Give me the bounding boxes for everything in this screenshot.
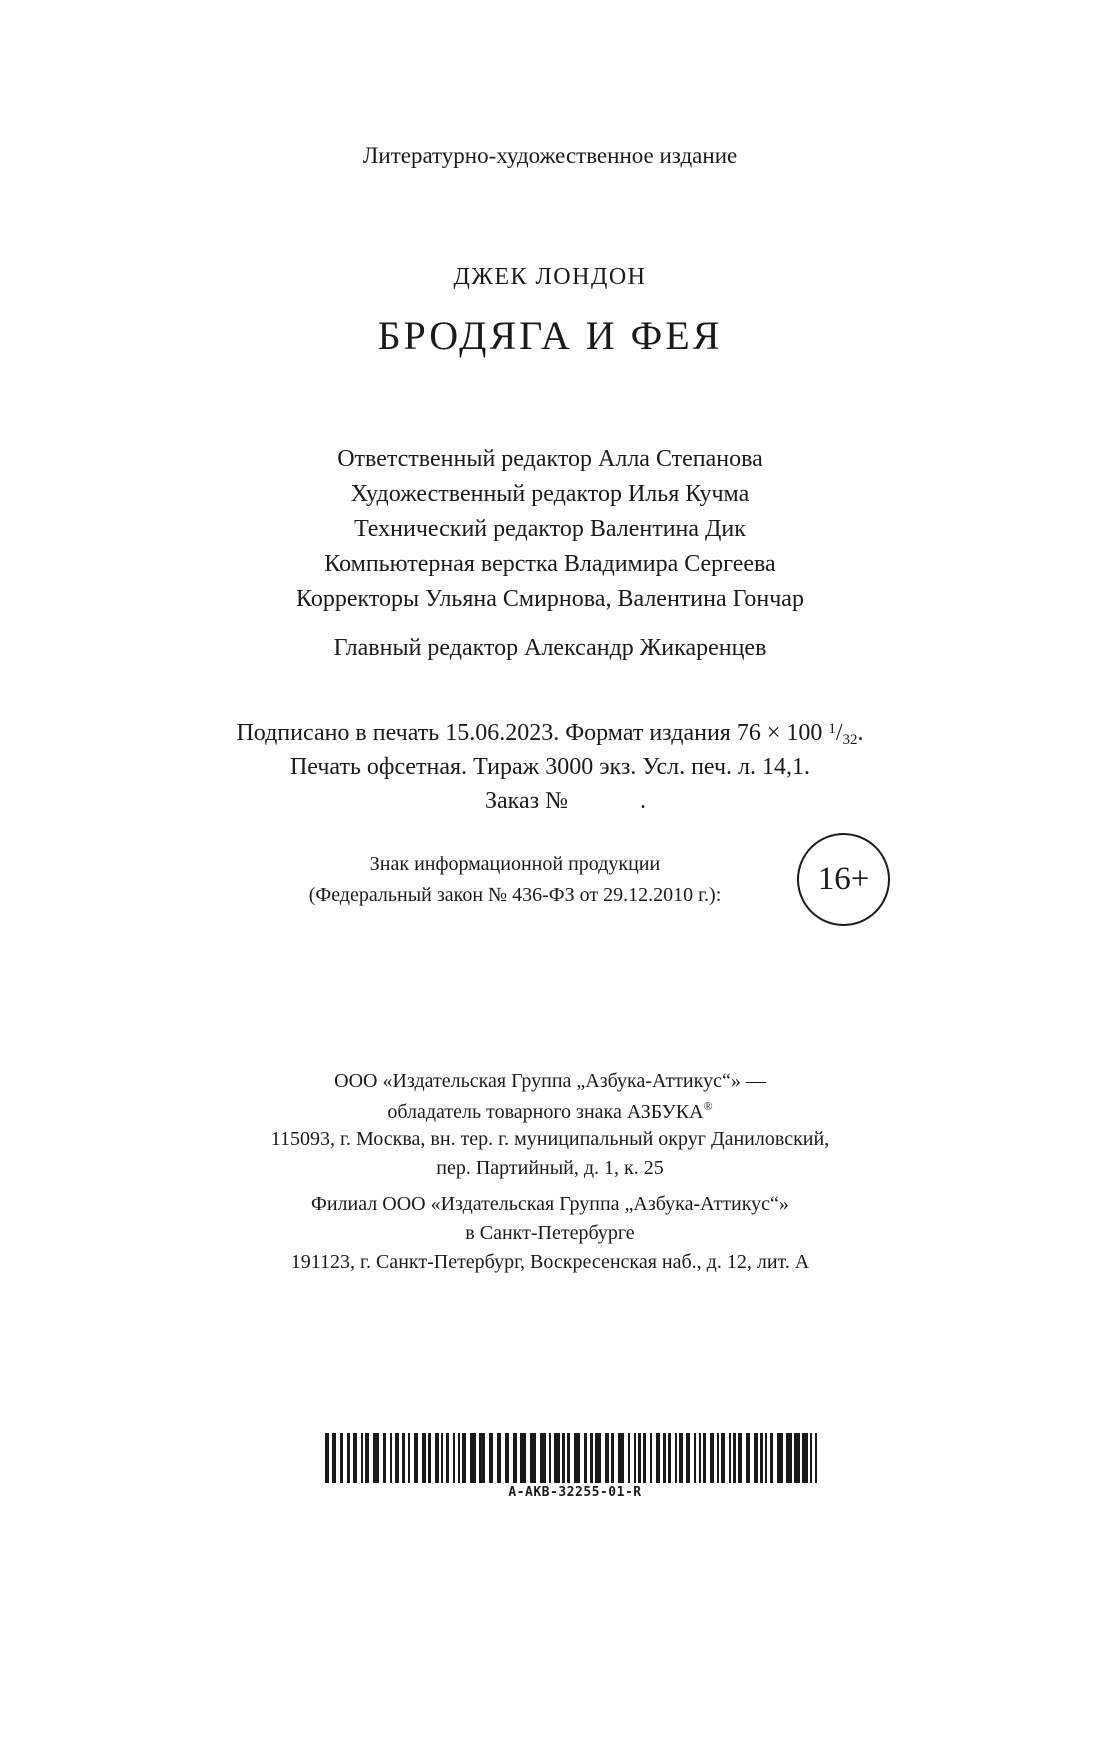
barcode-image [325, 1433, 825, 1483]
barcode-bar [574, 1433, 580, 1483]
book-author: ДЖЕК ЛОНДОН [453, 264, 647, 290]
publisher-address-2: пер. Партийный, д. 1, к. 25 [436, 1157, 664, 1179]
fraction-slash: / [835, 720, 843, 746]
credit-responsible-editor: Ответственный редактор Алла Степанова [337, 446, 763, 472]
book-title: БРОДЯГА И ФЕЯ [377, 313, 723, 358]
barcode-bar [770, 1433, 773, 1483]
barcode-bar [760, 1433, 763, 1483]
order-number [485, 788, 646, 815]
barcode-bar [754, 1433, 758, 1483]
barcode-bar [634, 1433, 636, 1483]
barcode-bar [650, 1433, 652, 1483]
barcode-bar [675, 1433, 677, 1483]
barcode-bar [453, 1433, 455, 1483]
barcode-bar [738, 1433, 742, 1483]
barcode-bar [618, 1433, 624, 1483]
barcode-bar [365, 1433, 369, 1483]
info-sign-label: Знак информационной продукции [369, 853, 661, 875]
barcode-bar [520, 1433, 526, 1483]
print-run-info: Печать офсетная. Тираж 3000 экз. Усл. печ. л. 14,1. [289, 754, 811, 780]
barcode-bar [628, 1433, 630, 1483]
trademark-text: обладатель товарного знака АЗБУКА [387, 1101, 704, 1123]
barcode-bar [786, 1433, 792, 1483]
barcode-bar [540, 1433, 546, 1483]
barcode-bar [446, 1433, 449, 1483]
barcode-bar [332, 1433, 336, 1483]
barcode-bar [383, 1433, 386, 1483]
barcode-bar [663, 1433, 666, 1483]
barcode-bar [513, 1433, 517, 1483]
barcode-bar [435, 1433, 439, 1483]
format-fraction [828, 720, 857, 746]
barcode-bar [810, 1433, 812, 1483]
info-sign-law: (Федеральный закон № 436-ФЗ от 29.12.2010 г.): [308, 884, 722, 906]
barcode-bar [462, 1433, 466, 1483]
barcode-bar [408, 1433, 410, 1483]
barcode-bar [530, 1433, 536, 1483]
barcode-bar [802, 1433, 808, 1483]
fraction-numerator: 1 [828, 721, 836, 737]
credit-technical-editor: Технический редактор Валентина Дик [354, 516, 746, 542]
publisher-trademark [0, 1099, 1100, 1124]
publisher-name: ООО «Издательская Группа „Азбука-Аттикус“» — [334, 1070, 766, 1092]
barcode-bar [441, 1433, 443, 1483]
barcode-bar [549, 1433, 551, 1483]
barcode-bar [554, 1433, 560, 1483]
barcode-bar [458, 1433, 460, 1483]
barcode-bar [703, 1433, 706, 1483]
barcode-bar [562, 1433, 565, 1483]
barcode-bar [686, 1433, 690, 1483]
barcode-bar [390, 1433, 392, 1483]
barcode-bar [794, 1433, 800, 1483]
barcode-bar [721, 1433, 725, 1483]
barcode-code: A-AKB-32255-01-R [508, 1485, 642, 1500]
credit-layout: Компьютерная верстка Владимира Сергеева [324, 551, 776, 577]
barcode-bar [373, 1433, 379, 1483]
branch-city: в Санкт-Петербурге [465, 1222, 635, 1244]
barcode-bar [428, 1433, 431, 1483]
barcode-bar [505, 1433, 509, 1483]
barcode-bar [777, 1433, 783, 1483]
barcode-bar [479, 1433, 485, 1483]
barcode-bar [638, 1433, 641, 1483]
barcode-bar [489, 1433, 493, 1483]
fraction-denominator: 32 [842, 732, 858, 748]
credit-proofreaders: Корректоры Ульяна Смирнова, Валентина Гончар [296, 586, 804, 612]
barcode-bar [353, 1433, 357, 1483]
barcode-bar [414, 1433, 418, 1483]
barcode-bar [656, 1433, 660, 1483]
barcode-bar [643, 1433, 646, 1483]
barcode-bar [361, 1433, 363, 1483]
barcode-bar [325, 1433, 329, 1483]
barcode-bar [590, 1433, 593, 1483]
barcode-bar [611, 1433, 614, 1483]
credit-chief-editor: Главный редактор Александр Жикаренцев [333, 635, 767, 661]
barcode-bar [595, 1433, 601, 1483]
barcode-bar [699, 1433, 701, 1483]
age-rating-text: 16+ [817, 861, 870, 897]
barcode-bar [668, 1433, 671, 1483]
barcode-bar [694, 1433, 696, 1483]
branch-name: Филиал ООО «Издательская Группа „Азбука-Аттикус“» [311, 1193, 789, 1215]
order-label: Заказ № [485, 788, 569, 814]
barcode-bar [710, 1433, 714, 1483]
barcode-bar [347, 1433, 350, 1483]
print-signed-format [0, 720, 1100, 749]
branch-address: 191123, г. Санкт-Петербург, Воскресенская наб., д. 12, лит. А [290, 1251, 810, 1273]
print-signed-text: Подписано в печать 15.06.2023. Формат издания 76 × 100 [236, 720, 829, 746]
barcode-bar [605, 1433, 609, 1483]
print-line1-end: . [857, 720, 864, 746]
barcode-bar [765, 1433, 767, 1483]
barcode-bar [733, 1433, 736, 1483]
age-rating-badge [797, 833, 890, 926]
barcode-bar [729, 1433, 731, 1483]
registered-mark: ® [703, 1099, 713, 1113]
barcode-bar [470, 1433, 476, 1483]
barcode-bar [746, 1433, 750, 1483]
barcode-bar [567, 1433, 570, 1483]
edition-type: Литературно-художественное издание [362, 143, 738, 168]
credit-art-editor: Художественный редактор Илья Кучма [350, 481, 750, 507]
barcode-bar [395, 1433, 399, 1483]
publisher-address-1: 115093, г. Москва, вн. тер. г. муниципальный округ Даниловский, [270, 1128, 830, 1150]
order-end: . [640, 788, 647, 814]
barcode-bar [340, 1433, 343, 1483]
barcode-bar [584, 1433, 587, 1483]
barcode-bar [402, 1433, 405, 1483]
barcode-bar [717, 1433, 719, 1483]
barcode-bar [815, 1433, 817, 1483]
barcode-bar [497, 1433, 501, 1483]
barcode-bar [422, 1433, 426, 1483]
barcode-bar [679, 1433, 683, 1483]
